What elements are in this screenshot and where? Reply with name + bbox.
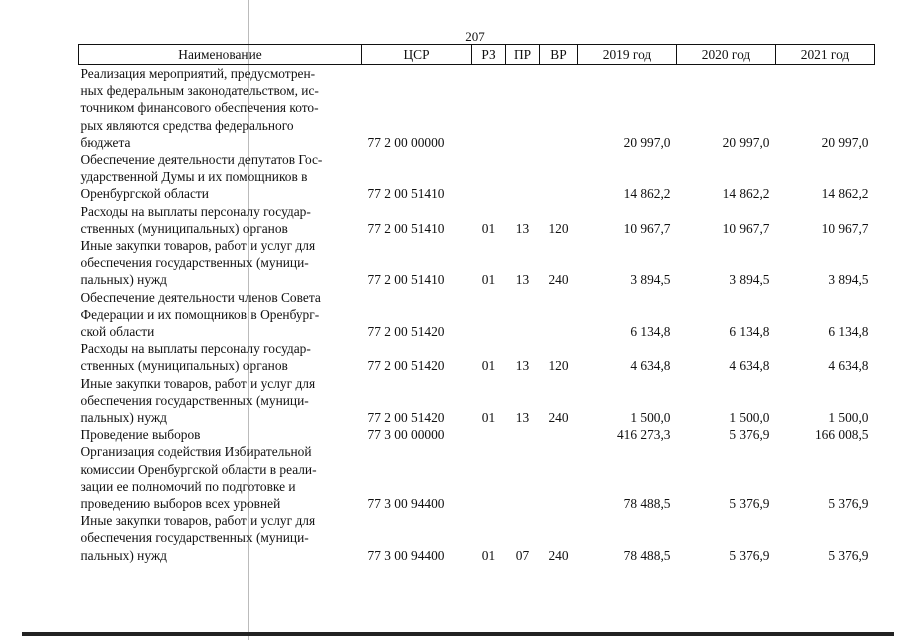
row-name-line: Расходы на выплаты персоналу государ- — [80, 341, 311, 357]
row-y2021: 14 862,2 — [821, 186, 869, 202]
row-y2020: 10 967,7 — [722, 220, 770, 236]
row-name-line: обеспечения государственных (муници- — [80, 392, 309, 408]
row-name-line: точником финансового обеспечения кото- — [80, 100, 319, 116]
table-row — [79, 426, 875, 443]
row-name-line: комиссии Оренбургской области в реали- — [80, 461, 317, 477]
row-vr: 240 — [548, 547, 569, 563]
row-csr: 77 2 00 51420 — [367, 410, 445, 426]
row-vr — [540, 65, 578, 152]
row-y2019: 10 967,7 — [623, 220, 671, 236]
row-csr: 77 2 00 00000 — [367, 134, 445, 150]
table-row — [79, 375, 875, 427]
row-name-line: Обеспечение деятельности членов Совета — [80, 289, 321, 305]
row-y2019: 78 488,5 — [623, 496, 671, 512]
row-y2020: 3 894,5 — [729, 272, 770, 288]
header-year-2021: 2021 год — [776, 45, 875, 65]
row-name-line: обеспечения государственных (муници- — [80, 530, 309, 546]
row-y2020: 14 862,2 — [722, 186, 770, 202]
row-name — [79, 203, 362, 237]
bottom-border — [22, 632, 894, 636]
row-rz — [472, 426, 506, 443]
row-csr: 77 2 00 51420 — [367, 324, 445, 340]
row-y2019: 6 134,8 — [630, 324, 671, 340]
row-vr: 120 — [548, 220, 569, 236]
row-pr: 13 — [515, 410, 530, 426]
row-csr: 77 3 00 94400 — [367, 547, 445, 563]
row-y2020: 6 134,8 — [729, 324, 770, 340]
row-pr: 13 — [515, 220, 530, 236]
row-vr: 240 — [548, 272, 569, 288]
row-y2021: 5 376,9 — [828, 547, 869, 563]
row-name-line: рых являются средства федерального — [80, 117, 294, 133]
row-vr — [540, 443, 578, 512]
row-y2021: 1 500,0 — [828, 410, 869, 426]
row-name — [79, 151, 362, 203]
row-name-line: зации ее полномочий по подготовке и — [80, 478, 296, 494]
row-name-line: Оренбургской области — [80, 186, 209, 202]
row-name — [79, 340, 362, 374]
row-y2019: 14 862,2 — [623, 186, 671, 202]
row-name — [79, 426, 362, 443]
row-y2020: 1 500,0 — [729, 410, 770, 426]
row-y2020: 5 376,9 — [729, 547, 770, 563]
row-csr: 77 3 00 00000 — [367, 427, 445, 443]
row-pr — [506, 443, 540, 512]
row-y2021: 166 008,5 — [814, 427, 869, 443]
row-rz: 01 — [481, 220, 496, 236]
row-vr: 240 — [548, 410, 569, 426]
row-name-line: ственных (муниципальных) органов — [80, 358, 288, 374]
row-y2019: 1 500,0 — [630, 410, 671, 426]
row-rz — [472, 151, 506, 203]
row-name-line: ных федеральным законодательством, ис- — [80, 83, 319, 99]
row-name-line: Иные закупки товаров, работ и услуг для — [80, 238, 316, 254]
table-row — [79, 203, 875, 237]
row-rz — [472, 443, 506, 512]
row-name — [79, 443, 362, 512]
row-name-line: Реализация мероприятий, предусмотрен- — [80, 66, 316, 81]
row-y2020: 20 997,0 — [722, 134, 770, 150]
row-csr: 77 3 00 94400 — [367, 496, 445, 512]
row-vr — [540, 426, 578, 443]
row-name-line: Организация содействия Избирательной — [80, 444, 312, 460]
row-y2019: 3 894,5 — [630, 272, 671, 288]
table-row — [79, 289, 875, 341]
row-csr: 77 2 00 51410 — [367, 220, 445, 236]
row-y2021: 4 634,8 — [828, 358, 869, 374]
row-vr: 120 — [548, 358, 569, 374]
row-y2020: 5 376,9 — [729, 496, 770, 512]
row-name-line: Иные закупки товаров, работ и услуг для — [80, 513, 316, 529]
row-y2019: 20 997,0 — [623, 134, 671, 150]
row-pr: 07 — [515, 547, 530, 563]
row-y2020: 4 634,8 — [729, 358, 770, 374]
row-csr: 77 2 00 51410 — [367, 272, 445, 288]
row-name-line: пальных) нужд — [80, 272, 167, 288]
row-name — [79, 237, 362, 289]
row-pr — [506, 151, 540, 203]
row-name — [79, 289, 362, 341]
row-name-line: Расходы на выплаты персоналу государ- — [80, 203, 311, 219]
table-row — [79, 65, 875, 152]
table-row — [79, 512, 875, 564]
row-y2021: 20 997,0 — [821, 134, 869, 150]
row-name — [79, 65, 362, 152]
budget-table — [78, 44, 875, 564]
row-rz: 01 — [481, 410, 496, 426]
row-y2020: 5 376,9 — [729, 427, 770, 443]
header-rz: РЗ — [472, 45, 506, 65]
table-row — [79, 151, 875, 203]
row-name-line: пальных) нужд — [80, 410, 167, 426]
row-vr — [540, 151, 578, 203]
row-pr — [506, 65, 540, 152]
row-rz — [472, 289, 506, 341]
row-y2019: 4 634,8 — [630, 358, 671, 374]
row-name-line: проведению выборов всех уровней — [80, 496, 281, 512]
row-rz: 01 — [481, 358, 496, 374]
row-y2019: 78 488,5 — [623, 547, 671, 563]
row-y2021: 6 134,8 — [828, 324, 869, 340]
header-vr: ВР — [540, 45, 578, 65]
row-rz — [472, 65, 506, 152]
header-year-2019: 2019 год — [578, 45, 677, 65]
table-row — [79, 237, 875, 289]
row-name — [79, 375, 362, 427]
header-csr: ЦСР — [362, 45, 472, 65]
row-pr: 13 — [515, 358, 530, 374]
row-pr — [506, 289, 540, 341]
table-header-row — [79, 45, 875, 65]
row-y2019: 416 273,3 — [616, 427, 671, 443]
row-y2021: 10 967,7 — [821, 220, 869, 236]
header-year-2020: 2020 год — [677, 45, 776, 65]
header-name: Наименование — [79, 45, 362, 65]
table-body — [79, 65, 875, 564]
row-rz: 01 — [481, 547, 496, 563]
row-y2021: 3 894,5 — [828, 272, 869, 288]
row-name — [79, 512, 362, 564]
row-rz: 01 — [481, 272, 496, 288]
row-name-line: обеспечения государственных (муници- — [80, 255, 309, 271]
row-vr — [540, 289, 578, 341]
row-name-line: ской области — [80, 324, 155, 340]
row-name-line: Федерации и их помощников в Оренбург- — [80, 306, 320, 322]
header-pr: ПР — [506, 45, 540, 65]
table-row — [79, 443, 875, 512]
page-number: 207 — [465, 29, 485, 44]
row-name-line: Проведение выборов — [80, 427, 201, 443]
row-name-line: пальных) нужд — [80, 547, 167, 563]
row-y2021: 5 376,9 — [828, 496, 869, 512]
row-name-line: ударственной Думы и их помощников в — [80, 169, 308, 185]
row-pr: 13 — [515, 272, 530, 288]
table-row — [79, 340, 875, 374]
row-csr: 77 2 00 51410 — [367, 186, 445, 202]
row-name-line: Иные закупки товаров, работ и услуг для — [80, 375, 316, 391]
row-csr: 77 2 00 51420 — [367, 358, 445, 374]
row-pr — [506, 426, 540, 443]
row-name-line: бюджета — [80, 134, 131, 150]
row-name-line: ственных (муниципальных) органов — [80, 220, 288, 236]
row-name-line: Обеспечение деятельности депутатов Гос- — [80, 152, 323, 168]
